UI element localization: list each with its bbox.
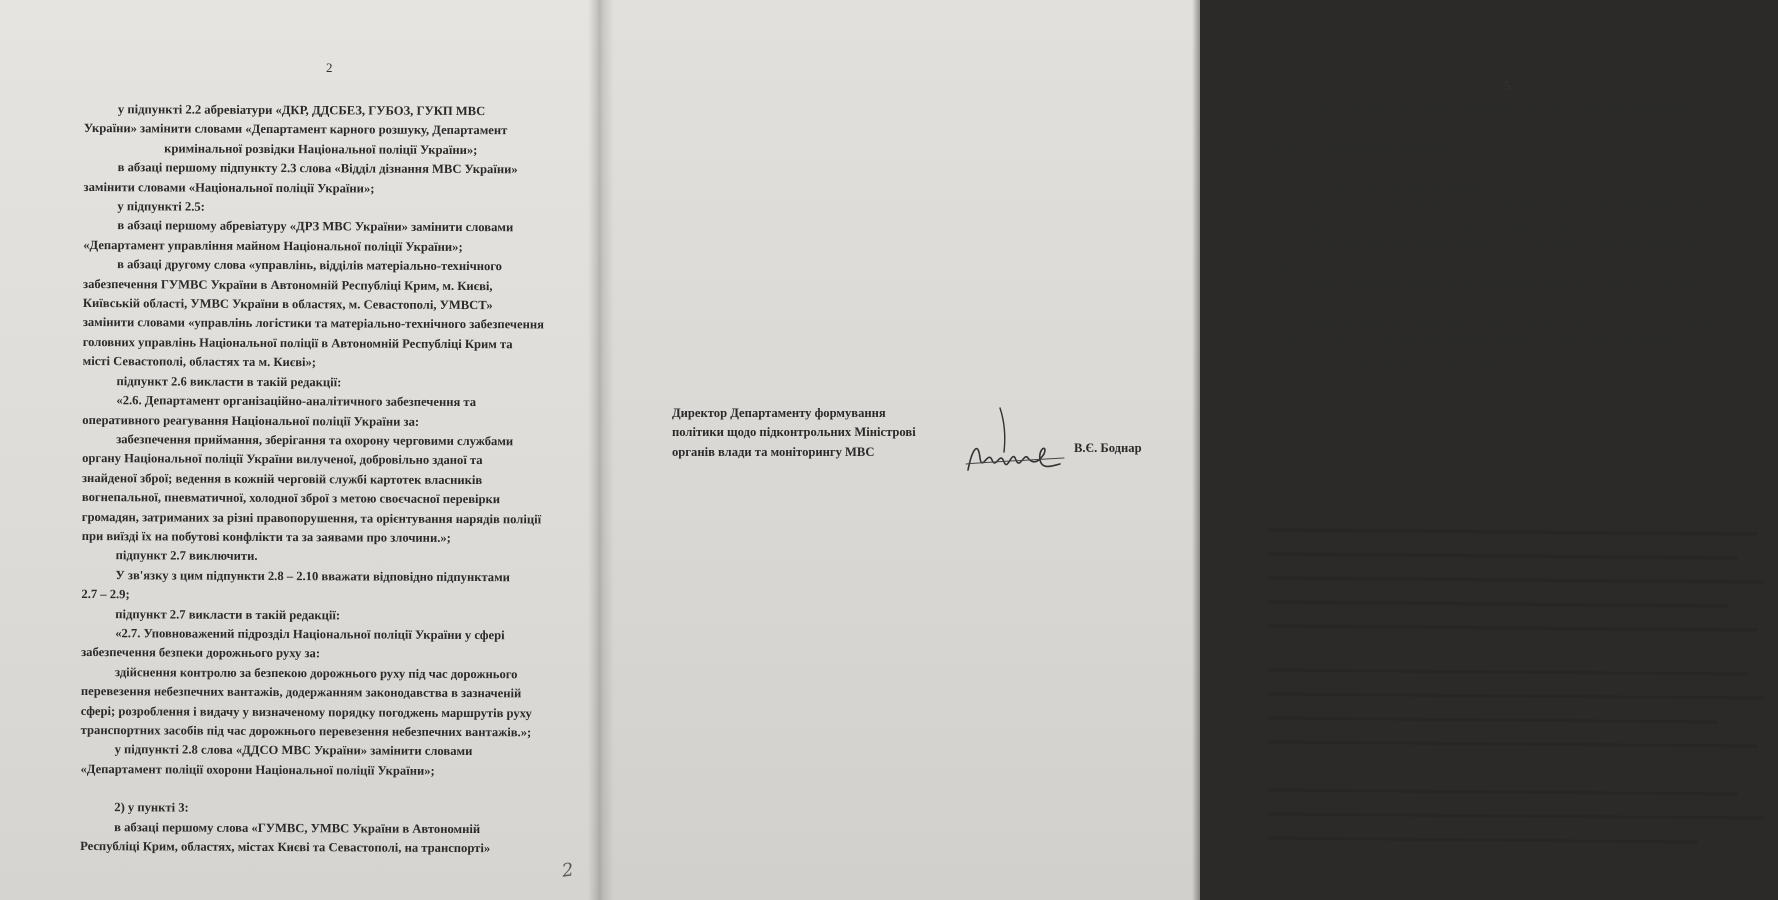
text-line: забезпечення приймання, зберігання та охорону черговими службами [116, 432, 514, 449]
text-line: місті Севастополі, областях та м. Києві»; [82, 354, 317, 370]
text-line: України» замінити словами «Департамент карного розшуку, Департамент [83, 121, 508, 138]
text-line: громадян, затриманих за різні правопорушення, та орієнтування нарядів поліції [81, 509, 542, 526]
text-line: замінити словами «Національної поліції України»; [83, 179, 375, 196]
text-line: транспортних засобів під час дорожнього перевезення небезпечних вантажів.»; [80, 722, 532, 740]
text-line: У зв'язку з цим підпункти 2.8 – 2.10 вважати відповідно підпунктами [115, 567, 510, 584]
signatory-title-line: політики щодо підконтрольних Міністрові [672, 425, 916, 440]
text-line: слова «чергова частина» в усіх відмінках замінити словами «чергова [1304, 274, 1698, 291]
text-line: перевезення небезпечних вантажів, додержанням законодавства в зазначеній [80, 684, 522, 701]
text-line: 2) у пункті 3: [114, 800, 189, 815]
text-line: в абзаці першому слова «ГУМВС, УМВС України в Автономній [114, 819, 481, 836]
page-number-right: 5 [1504, 78, 1511, 93]
text-line: здійснення контролю за безпекою дорожнього руху під час дорожнього [114, 664, 518, 682]
text-line: ДСНС» у відповідних відмінках. [1270, 140, 1456, 155]
text-line: служба» у відповідних відмінках; [1270, 294, 1461, 310]
text-line: «Департамент поліції охорони Національної поліції України»; [80, 761, 435, 778]
text-line [1270, 157, 1746, 178]
text-line: слова «органи державного пожежного нагляду», «органи пожежного [1304, 100, 1693, 116]
page-number-left: 2 [326, 60, 333, 75]
text-line: в абзаці другому слова «управлінь, відділів матеріально-технічного [117, 257, 503, 274]
text-line: підпункт 2.6 викласти в такій редакції: [116, 373, 342, 390]
signatory-title-line: органів влади та моніторингу МВС [672, 444, 875, 459]
text-line: підпункт 2.7 виключити. [115, 548, 258, 564]
text-line: оперативного реагування Національної поліції України за: [82, 412, 420, 429]
text-line: сфері; розроблення і видачу у визначеному порядку погоджень маршрутів руху [80, 703, 532, 720]
text-line [80, 779, 554, 800]
signatory-title-line: Директор Департаменту формування [672, 406, 886, 420]
signatory-title [672, 404, 916, 462]
right-page-body [1270, 98, 1747, 371]
text-line: «органи поліції» у відповідних відмінках; [1270, 256, 1508, 271]
text-line: «2.7. Уповноважений підрозділ Національної поліції України у сфері [115, 626, 505, 643]
show-through-text [1258, 520, 1778, 880]
handwritten-signature [960, 400, 1070, 480]
text-line: в абзаці першому абревіатуру «ДРЗ МВС України» замінити словами [117, 218, 514, 235]
page-left [0, 0, 600, 900]
text-line: забезпечення безпеки дорожнього руху за: [81, 645, 321, 661]
text-line: в абзаці першому підпункту 2.3 слова «Відділ дізнання МВС України» [117, 160, 518, 177]
text-line: у підпункті 2.8 слова «ДДСО МВС України» замінити словами [114, 742, 473, 759]
text-line: підпункт 2.7 викласти в такій редакції: [115, 606, 341, 622]
text-line: забезпечення ГУМВС України в Автономній Республіці Крим, м. Києві, [83, 276, 493, 293]
text-line: абревіатури «УПП (ВПП)», «УГБ (ВГБ)» замінити абревіатурою «УП»; [1304, 197, 1711, 213]
text-line: абревіатури «ГУМВС», «УМВС» замінити абревіатурою «ГУНП»; [1304, 216, 1684, 232]
text-line: вогнепальної, пневматичної, холодної зброї з метою своєчасної перевірки [81, 490, 501, 507]
left-page-body [80, 100, 558, 859]
text-line: 2.7 – 2.9; [81, 587, 130, 602]
text-line: слова «органи внутрішніх справ» у всіх відмінках замінити словами [1304, 235, 1695, 252]
text-line: у підпункті 2.2 абревіатури «ДКР, ДДСБЕЗ, ГУБОЗ, ГУКП МВС [117, 102, 486, 119]
text-line: знайденої зброї; ведення в кожній черговій службі картотек власників [81, 470, 483, 487]
text-line: кримінальної розвідки Національної поліції України»; [164, 141, 478, 157]
text-line: 5. У тексті Інструкції та додатках: [1304, 178, 1499, 194]
signatory-name: В.Є. Боднар [1074, 441, 1142, 455]
text-line: Київській області, УМВС України в областях, м. Севастополі, УМВСТ» [82, 296, 493, 313]
text-line: при виїзді їх на побутові конфлікти та за заявами про злочини.»; [81, 528, 451, 545]
handwritten-page-number: 2 [560, 859, 575, 882]
text-line: замінити словами «управлінь логістики та матеріально-технічного забезпечення [82, 315, 544, 332]
text-line: органу Національної поліції України вилученої, добровільно зданої та [82, 451, 483, 468]
text-line: замінити словами «дільничні офіцери поліції» у відповідних відмінках; [1270, 333, 1678, 349]
right-edge-shadow [1192, 0, 1200, 900]
text-line: «2.6. Департамент організаційно-аналітичного забезпечення та [116, 393, 477, 410]
text-line: «Департамент управління майном Національної поліції України»; [83, 237, 463, 254]
text-line: слова «Держгірпромнагляд України» замінити словом «Держпраці». [1304, 352, 1696, 368]
text-line: у підпункті 2.5: [117, 199, 205, 214]
text-line: Республіці Крим, областях, містах Києві та Севастополі, на транспорті» [80, 839, 491, 856]
text-line: слова «дільничні інспектори міліції», «інспектори міліції» в усіх відмінках [1304, 313, 1730, 329]
text-line: головних управлінь Національної поліції в Автономній Республіці Крим та [82, 334, 513, 352]
text-line: нагляду», «пожежна охорона» в усіх відмінках замінити словами «органи [1270, 119, 1688, 136]
